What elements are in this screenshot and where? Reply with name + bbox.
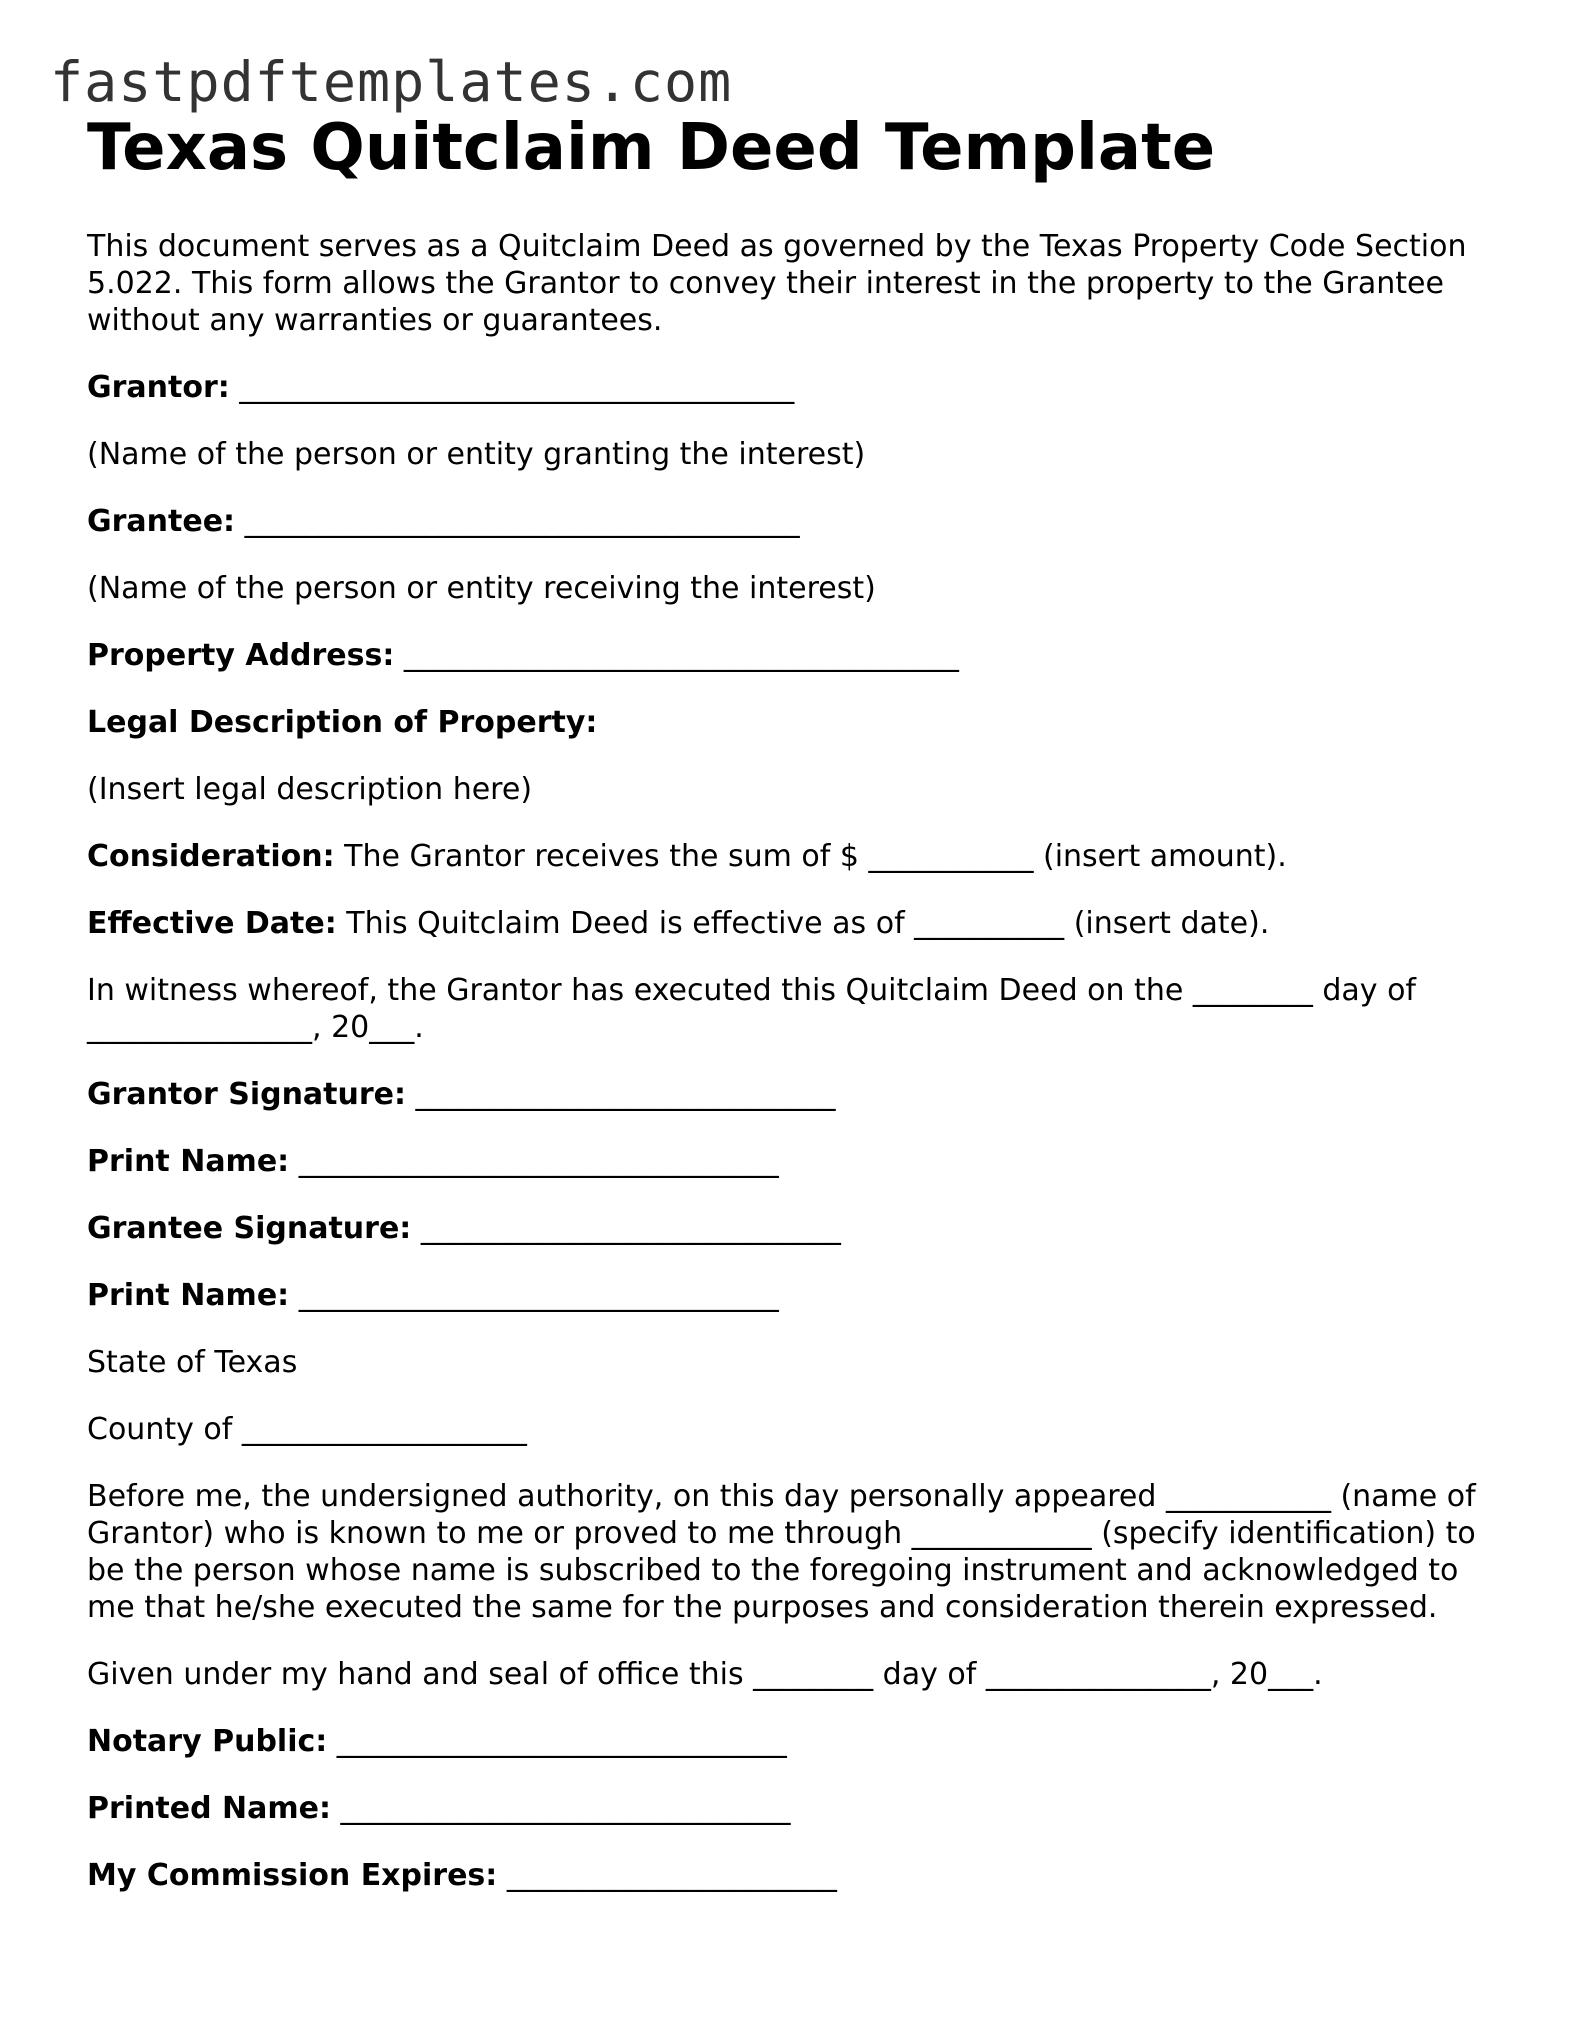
grantor-print-name-field [87, 1143, 1497, 1180]
grantor-signature-field [87, 1076, 1497, 1113]
given-line: Given under my hand and seal of office this ________ day of _______________, 20___. [87, 1657, 1323, 1692]
grantee-signature-blank[interactable]: ____________________________ [411, 1211, 841, 1246]
effective-date-label: Effective Date: [87, 906, 337, 941]
legal-description-note: (Insert legal description here) [87, 772, 533, 807]
grantor-signature-blank[interactable]: ____________________________ [406, 1077, 836, 1112]
grantee-print-name-blank[interactable]: ________________________________ [289, 1278, 779, 1313]
grantor-field [87, 369, 1497, 406]
grantor-blank[interactable]: _____________________________________ [229, 370, 795, 405]
grantee-signature-field [87, 1210, 1497, 1247]
grantee-signature-label: Grantee Signature: [87, 1211, 412, 1246]
grantee-note: (Name of the person or entity receiving the interest) [87, 571, 876, 606]
page-title: Texas Quitclaim Deed Template [87, 111, 1216, 185]
notary-public-label: Notary Public: [87, 1724, 328, 1759]
grantor-print-name-label: Print Name: [87, 1144, 290, 1179]
intro-paragraph: This document serves as a Quitclaim Deed as governed by the Texas Property Code Section 5.022. This form allows the Grantor to convey their interest in the property to the Grantee without any warranties or guarantees. [87, 229, 1467, 338]
printed-name-label: Printed Name: [87, 1791, 331, 1826]
notary-public-field [87, 1723, 1497, 1760]
witness-paragraph: In witness whereof, the Grantor has executed this Quitclaim Deed on the ________ day of _______________, 20___. [87, 973, 1416, 1045]
commission-expires-label: My Commission Expires: [87, 1858, 498, 1893]
grantor-signature-label: Grantor Signature: [87, 1077, 407, 1112]
acknowledgment-paragraph: Before me, the undersigned authority, on this day personally appeared ___________ (name of Grantor) who is known to me or proved to me through ____________ (specify identification) to be the person whose name is subscribed to the foregoing instrument and acknowledged to me that he/she executed the same for the purposes and consideration therein expressed. [87, 1479, 1476, 1625]
legal-description-label: Legal Description of Property: [87, 705, 598, 740]
consideration-text[interactable]: The Grantor receives the sum of $ ___________ (insert amount). [334, 839, 1287, 874]
commission-expires-blank[interactable]: ______________________ [497, 1858, 837, 1893]
grantee-field [87, 503, 1497, 540]
printed-name-blank[interactable]: ______________________________ [330, 1791, 791, 1826]
grantee-print-name-label: Print Name: [87, 1278, 290, 1313]
grantee-print-name-field [87, 1277, 1497, 1314]
consideration-label: Consideration: [87, 839, 335, 874]
effective-date-text[interactable]: This Quitclaim Deed is effective as of __________ (insert date). [336, 906, 1270, 941]
county-line[interactable]: County of ___________________ [87, 1412, 527, 1447]
grantor-label: Grantor: [87, 370, 230, 405]
grantee-blank[interactable]: _____________________________________ [235, 504, 800, 539]
consideration-field [87, 838, 1497, 875]
commission-expires-field [87, 1857, 1497, 1894]
printed-name-field [87, 1790, 1497, 1827]
document-body [87, 108, 1497, 1924]
grantor-print-name-blank[interactable]: ________________________________ [289, 1144, 779, 1179]
grantor-note: (Name of the person or entity granting the interest) [87, 437, 866, 472]
property-address-blank[interactable]: _____________________________________ [394, 638, 959, 673]
watermark: fastpdftemplates.com [50, 50, 733, 114]
property-address-label: Property Address: [87, 638, 395, 673]
property-address-field [87, 637, 1497, 674]
notary-public-blank[interactable]: ______________________________ [327, 1724, 787, 1759]
grantee-label: Grantee: [87, 504, 236, 539]
state-line: State of Texas [87, 1345, 298, 1380]
effective-date-field [87, 905, 1497, 942]
